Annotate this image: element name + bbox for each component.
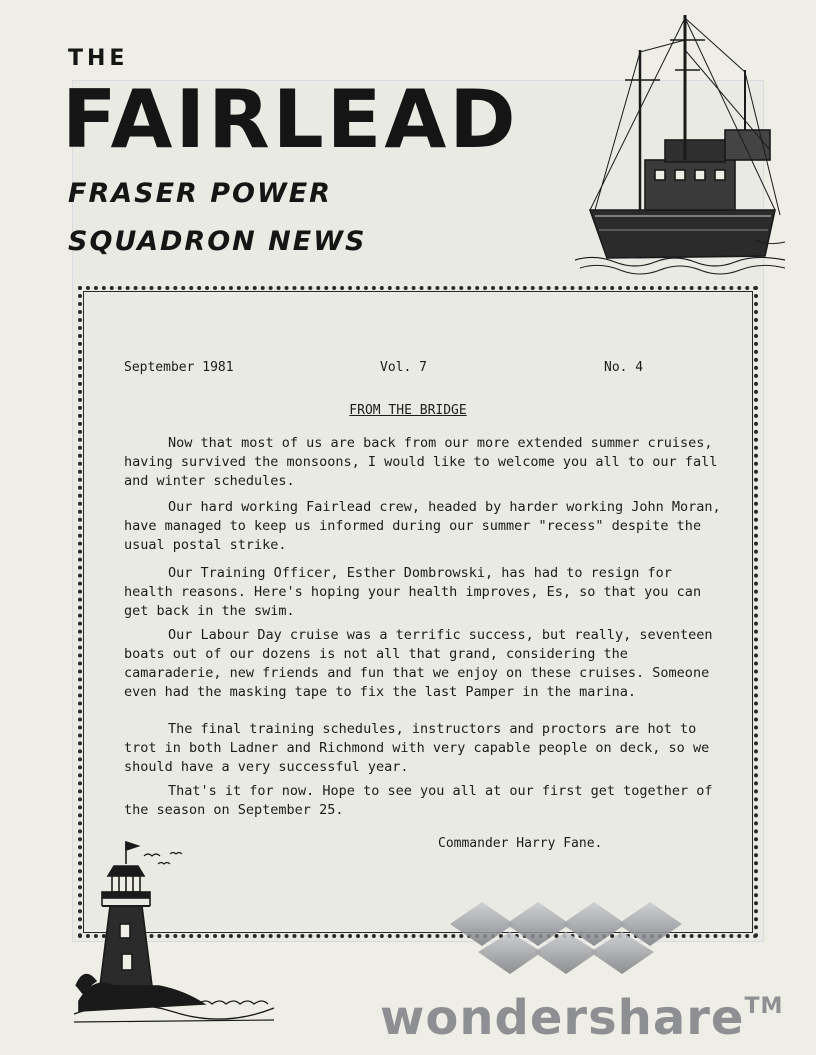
paragraph-training-schedules bbox=[124, 720, 724, 777]
paragraph-text: The final training schedules, instructors and proctors are hot to trot in both Ladner and Richmond with very capable people on deck, so we should have a very successful year. bbox=[124, 721, 710, 775]
issue-date: September 1981 bbox=[124, 360, 234, 375]
paragraph-fairlead-crew bbox=[124, 498, 724, 555]
watermark-tm: TM bbox=[744, 994, 784, 1019]
paragraph-text: Now that most of us are back from our more extended summer cruises, having survived the monsoons, I would like to welcome you all to our fall and winter schedules. bbox=[124, 435, 718, 489]
wondershare-watermark-text bbox=[380, 990, 783, 1046]
section-heading-text: FROM THE BRIDGE bbox=[349, 403, 467, 418]
section-heading bbox=[0, 403, 816, 418]
masthead-the: THE bbox=[68, 46, 129, 71]
ship-illustration-icon bbox=[575, 10, 790, 280]
paragraph-welcome bbox=[124, 434, 724, 491]
paragraph-text: Our Training Officer, Esther Dombrowski, has had to resign for health reasons. Here's hoping your health improves, Es, so that you can get back in the swim. bbox=[124, 565, 702, 619]
wondershare-logo-icon bbox=[448, 896, 684, 980]
signature: Commander Harry Fane. bbox=[438, 836, 603, 851]
issue-number: No. 4 bbox=[604, 360, 644, 375]
paragraph-text: That's it for now. Hope to see you all at our first get together of the season on September 25. bbox=[124, 783, 713, 818]
paragraph-text: Our Labour Day cruise was a terrific success, but really, seventeen boats out of our dozens is not all that grand, considering the camaraderie, new friends and fun that we enjoy on these cruises. Someone even had the masking tape to fix the last Pamper in the marina. bbox=[124, 627, 713, 700]
paragraph-closing bbox=[124, 782, 724, 820]
lighthouse-illustration-icon bbox=[74, 836, 274, 1036]
masthead-title: FAIRLEAD bbox=[62, 73, 519, 166]
masthead-subtitle-line2: SQUADRON NEWS bbox=[68, 226, 367, 257]
watermark-brand: wondershare bbox=[380, 990, 745, 1046]
issue-volume: Vol. 7 bbox=[380, 360, 427, 375]
paragraph-text: Our hard working Fairlead crew, headed by harder working John Moran, have managed to keep us informed during our summer "recess" despite the usual postal strike. bbox=[124, 499, 721, 553]
paragraph-labour-day bbox=[124, 626, 724, 702]
masthead-subtitle-line1: FRASER POWER bbox=[68, 178, 332, 209]
paragraph-training-officer bbox=[124, 564, 724, 621]
